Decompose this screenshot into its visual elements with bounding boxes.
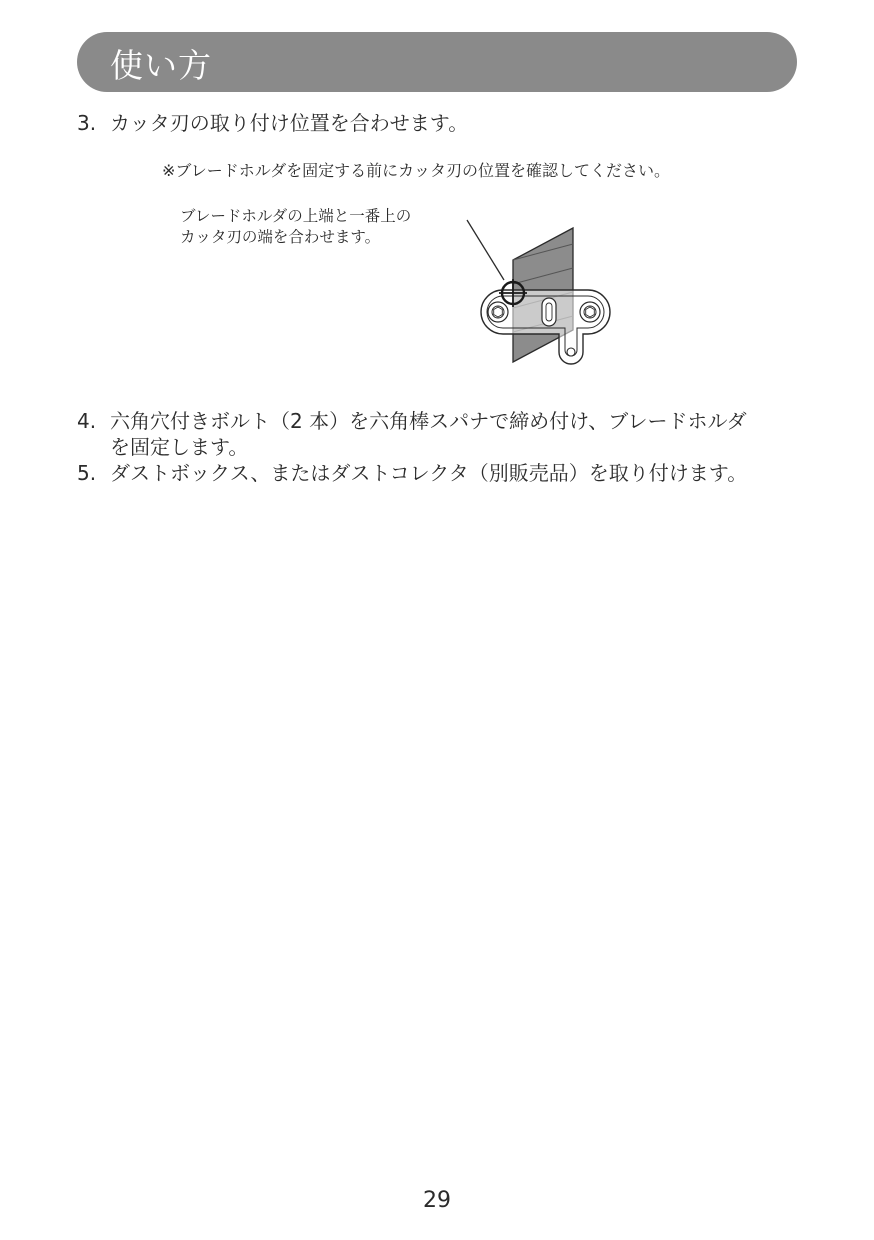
left-bolt	[488, 302, 508, 322]
hanging-hole	[567, 348, 575, 356]
callout-line-1: ブレードホルダの上端と一番上の	[180, 207, 412, 225]
callout-line-2: カッタ刃の端を合わせます。	[180, 228, 381, 246]
right-bolt	[580, 302, 600, 322]
figure-callout	[180, 206, 411, 248]
step-number: 5.	[77, 461, 97, 485]
adjustment-slot	[542, 298, 556, 326]
callout-leader-line	[467, 220, 504, 280]
step-number: 3.	[77, 111, 97, 135]
step-text: ダストボックス、またはダストコレクタ（別販売品）を取り付けます。	[110, 461, 748, 485]
page-number: 29	[423, 1188, 451, 1213]
caution-note: ※ブレードホルダを固定する前にカッタ刃の位置を確認してください。	[162, 161, 670, 180]
step-number: 4.	[77, 409, 97, 433]
section-title: 使い方	[110, 46, 212, 85]
step-text-continued: を固定します。	[110, 435, 249, 459]
step-text: 六角穴付きボルト（2 本）を六角棒スパナで締め付け、ブレードホルダ	[110, 409, 747, 433]
step-text: カッタ刃の取り付け位置を合わせます。	[110, 111, 469, 135]
section-header	[77, 32, 797, 92]
blade-holder-alignment-illustration	[455, 212, 625, 372]
